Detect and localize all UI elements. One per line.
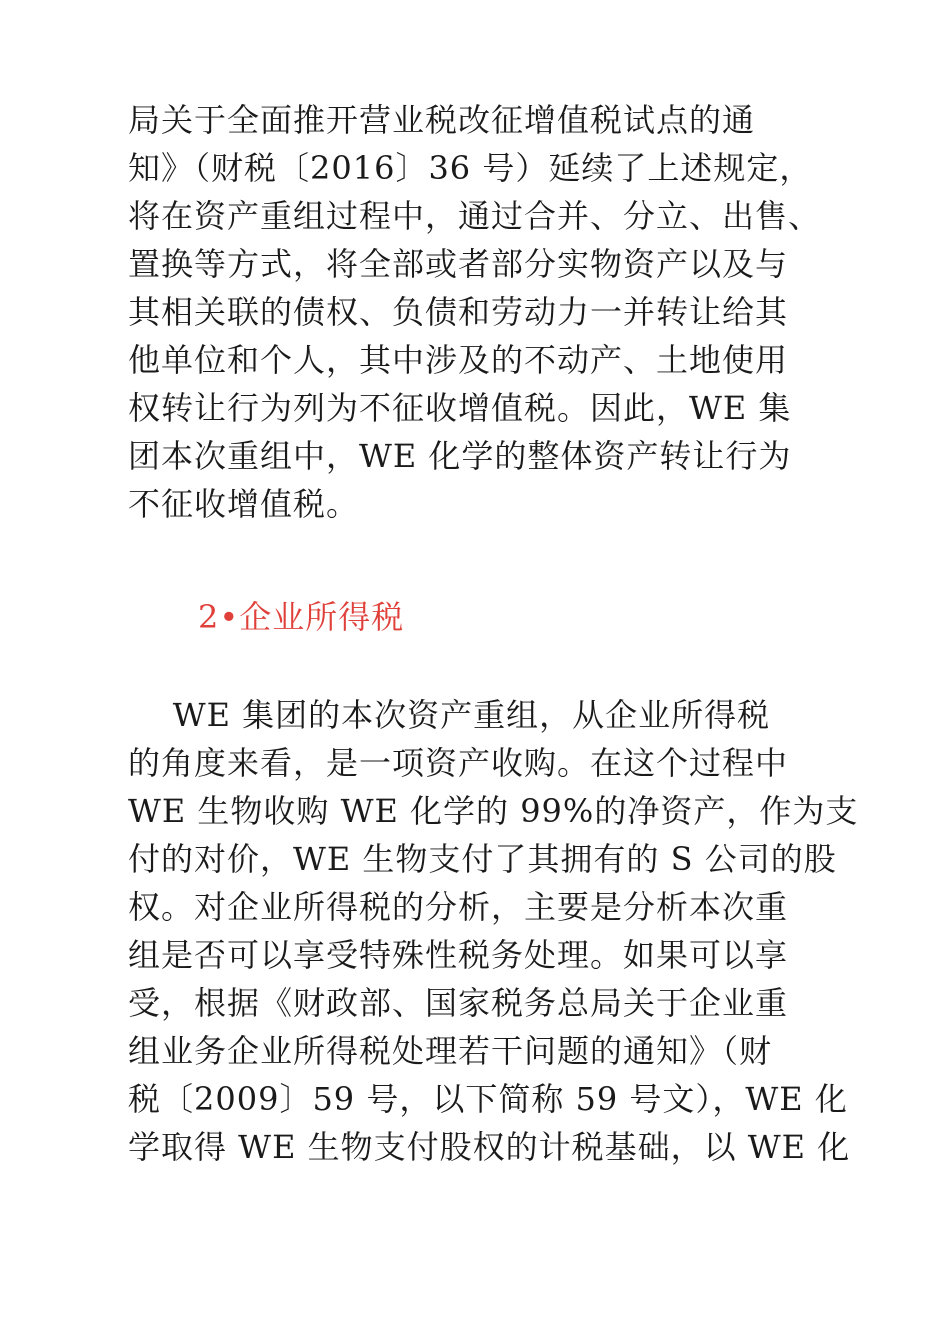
- text-line: 权。对企业所得税的分析，主要是分析本次重: [128, 888, 789, 926]
- text-line: 局关于全面推开营业税改征增值税试点的通: [128, 101, 756, 139]
- text-line: 知》（财税〔2016〕36 号）延续了上述规定，: [128, 149, 813, 187]
- text-line: 受，根据《财政部、国家税务总局关于企业重: [128, 984, 789, 1022]
- section-heading: 2•企业所得税: [198, 598, 405, 636]
- text-line: 的角度来看，是一项资产收购。在这个过程中: [128, 744, 789, 782]
- text-line: 不征收增值税。: [128, 485, 360, 523]
- text-line: WE 生物收购 WE 化学的 99%的净资产，作为支: [128, 792, 859, 830]
- text-line: 组是否可以享受特殊性税务处理。如果可以享: [128, 936, 789, 974]
- text-line: 他单位和个人，其中涉及的不动产、土地使用: [128, 341, 789, 379]
- text-line: 其相关联的债权、负债和劳动力一并转让给其: [128, 293, 789, 331]
- text-line: 组业务企业所得税处理若干问题的通知》（财: [128, 1032, 773, 1070]
- text-line: 税〔2009〕59 号，以下简称 59 号文），WE 化: [128, 1080, 848, 1118]
- text-line: 置换等方式，将全部或者部分实物资产以及与: [128, 245, 789, 283]
- text-line: WE 集团的本次资产重组，从企业所得税: [128, 696, 771, 734]
- text-line: 学取得 WE 生物支付股权的计税基础，以 WE 化: [128, 1128, 851, 1166]
- paragraph-vat-continuation: [128, 96, 821, 528]
- paragraph-corporate-income-tax: [128, 691, 858, 1171]
- text-line: 权转让行为列为不征收增值税。因此，WE 集: [128, 389, 792, 427]
- text-line: 团本次重组中，WE 化学的整体资产转让行为: [128, 437, 792, 475]
- text-line: 将在资产重组过程中，通过合并、分立、出售、: [128, 197, 822, 235]
- text-line: 付的对价，WE 生物支付了其拥有的 S 公司的股: [128, 840, 837, 878]
